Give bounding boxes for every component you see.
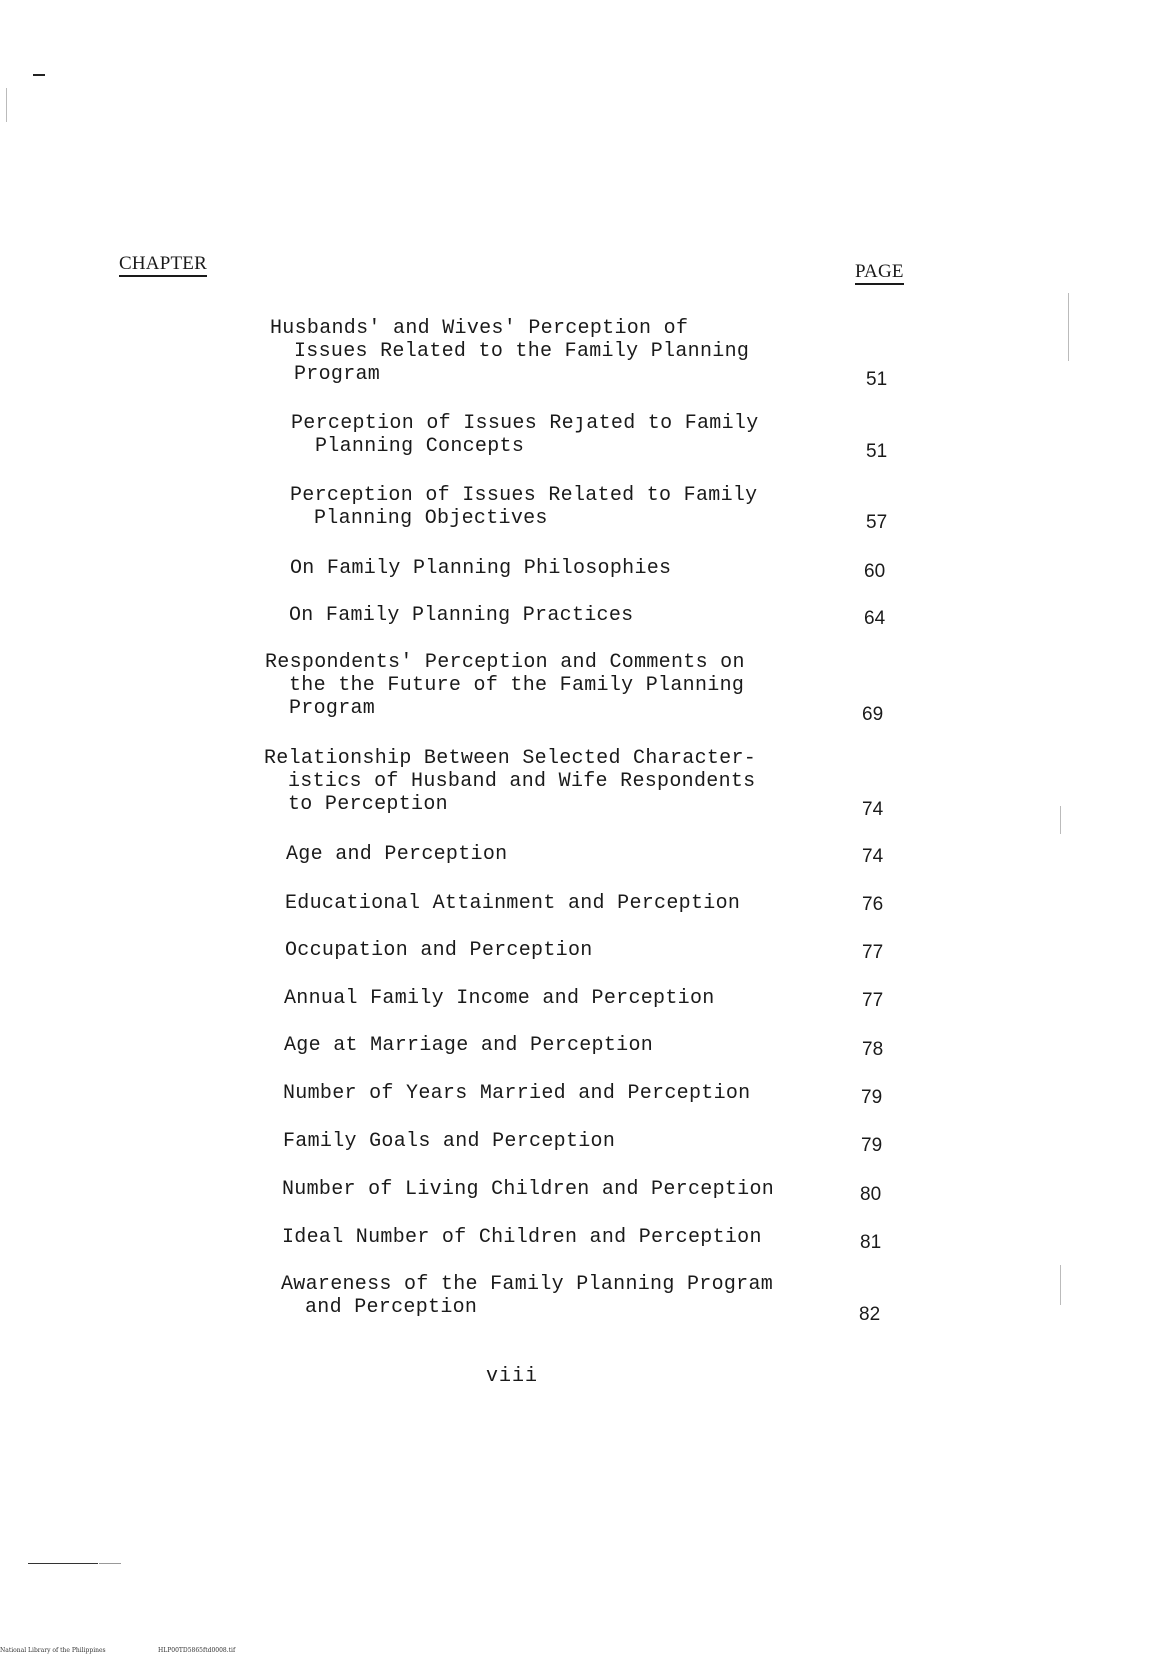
footer-rule xyxy=(28,1563,98,1564)
toc-entry-title-continuation: and Perception xyxy=(305,1296,478,1319)
toc-entry-title-continuation: the the Future of the Family Planning xyxy=(289,674,745,697)
toc-entry xyxy=(284,987,764,1010)
toc-entry-page-number: 77 xyxy=(862,942,884,963)
toc-entry-page-number: 51 xyxy=(866,441,888,462)
scan-speck xyxy=(6,88,7,122)
toc-entry-title: Number of Years Married and Perception xyxy=(283,1082,751,1105)
toc-entry-title: Perception of Issues Reȷated to Family xyxy=(291,412,759,435)
toc-entry xyxy=(265,651,745,720)
toc-entry-page-number: 77 xyxy=(862,990,884,1011)
scan-speck xyxy=(1060,806,1061,834)
toc-entry-page-number: 76 xyxy=(862,894,884,915)
scan-mark xyxy=(33,74,45,76)
toc-entry xyxy=(282,1226,762,1249)
toc-entry-title: On Family Planning Philosophies xyxy=(290,557,672,580)
footer-library-note: National Library of the Philippines xyxy=(0,1647,106,1654)
toc-entry-title: Family Goals and Perception xyxy=(283,1130,616,1153)
toc-entry-page-number: 64 xyxy=(864,608,886,629)
toc-entry xyxy=(286,843,766,866)
toc-entry xyxy=(285,939,765,962)
toc-entry xyxy=(281,1273,774,1319)
toc-entry-title: Annual Family Income and Perception xyxy=(284,987,715,1010)
scan-speck xyxy=(1060,1265,1061,1305)
footer-rule xyxy=(99,1563,121,1564)
toc-entry-page-number: 81 xyxy=(860,1232,882,1253)
page-folio: viii xyxy=(486,1365,539,1388)
toc-entry-page-number: 60 xyxy=(864,561,886,582)
toc-entry xyxy=(283,1130,763,1153)
toc-entry-title-continuation: Planning Concepts xyxy=(315,435,525,458)
toc-entry-title-continuation: istics of Husband and Wife Respondents xyxy=(288,770,756,793)
toc-entry xyxy=(290,557,770,580)
toc-entry xyxy=(284,1034,764,1057)
toc-entry-title: On Family Planning Practices xyxy=(289,604,634,627)
toc-entry-title-continuation: Program xyxy=(294,363,381,386)
toc-entry-title: Age at Marriage and Perception xyxy=(284,1034,654,1057)
toc-entry-title: Ideal Number of Children and Perception xyxy=(282,1226,762,1249)
toc-entry-title: Perception of Issues Related to Family xyxy=(290,484,758,507)
toc-entry-title-continuation: Issues Related to the Family Planning xyxy=(294,340,750,363)
toc-entry-title: Respondents' Perception and Comments on xyxy=(265,651,745,674)
toc-entry xyxy=(282,1178,775,1201)
toc-entry xyxy=(289,604,769,627)
toc-entry-title-continuation: to Perception xyxy=(288,793,448,816)
toc-entry xyxy=(290,484,770,530)
toc-entry-title: Educational Attainment and Perception xyxy=(285,892,741,915)
footer-file-note: HLP00TD5865ftd0008.tif xyxy=(158,1647,236,1654)
toc-entry-title: Number of Living Children and Perception xyxy=(282,1178,775,1201)
toc-entry xyxy=(283,1082,763,1105)
toc-entry-page-number: 69 xyxy=(862,704,884,725)
toc-entry-page-number: 79 xyxy=(861,1135,883,1156)
chapter-column-header: CHAPTER xyxy=(119,253,207,277)
toc-entry-title-continuation: Program xyxy=(289,697,376,720)
toc-entry-page-number: 79 xyxy=(861,1087,883,1108)
scan-speck xyxy=(1068,293,1069,361)
toc-entry-title-continuation: Planning Objectives xyxy=(314,507,548,530)
toc-entry-page-number: 51 xyxy=(866,369,888,390)
toc-entry xyxy=(285,892,765,915)
toc-entry-page-number: 78 xyxy=(862,1039,884,1060)
toc-entry xyxy=(264,747,757,816)
toc-entry-page-number: 80 xyxy=(860,1184,882,1205)
toc-entry-page-number: 82 xyxy=(859,1304,881,1325)
toc-entry-page-number: 74 xyxy=(862,846,884,867)
page-column-header: PAGE xyxy=(855,261,904,285)
toc-entry-page-number: 57 xyxy=(866,512,888,533)
toc-entry xyxy=(291,412,771,458)
toc-entry-title: Relationship Between Selected Character- xyxy=(264,747,757,770)
toc-entry-title: Age and Perception xyxy=(286,843,508,866)
toc-entry xyxy=(270,317,750,386)
toc-entry-page-number: 74 xyxy=(862,799,884,820)
toc-entry-title: Awareness of the Family Planning Program xyxy=(281,1273,774,1296)
toc-entry-title: Occupation and Perception xyxy=(285,939,593,962)
toc-entry-title: Husbands' and Wives' Perception of xyxy=(270,317,689,340)
